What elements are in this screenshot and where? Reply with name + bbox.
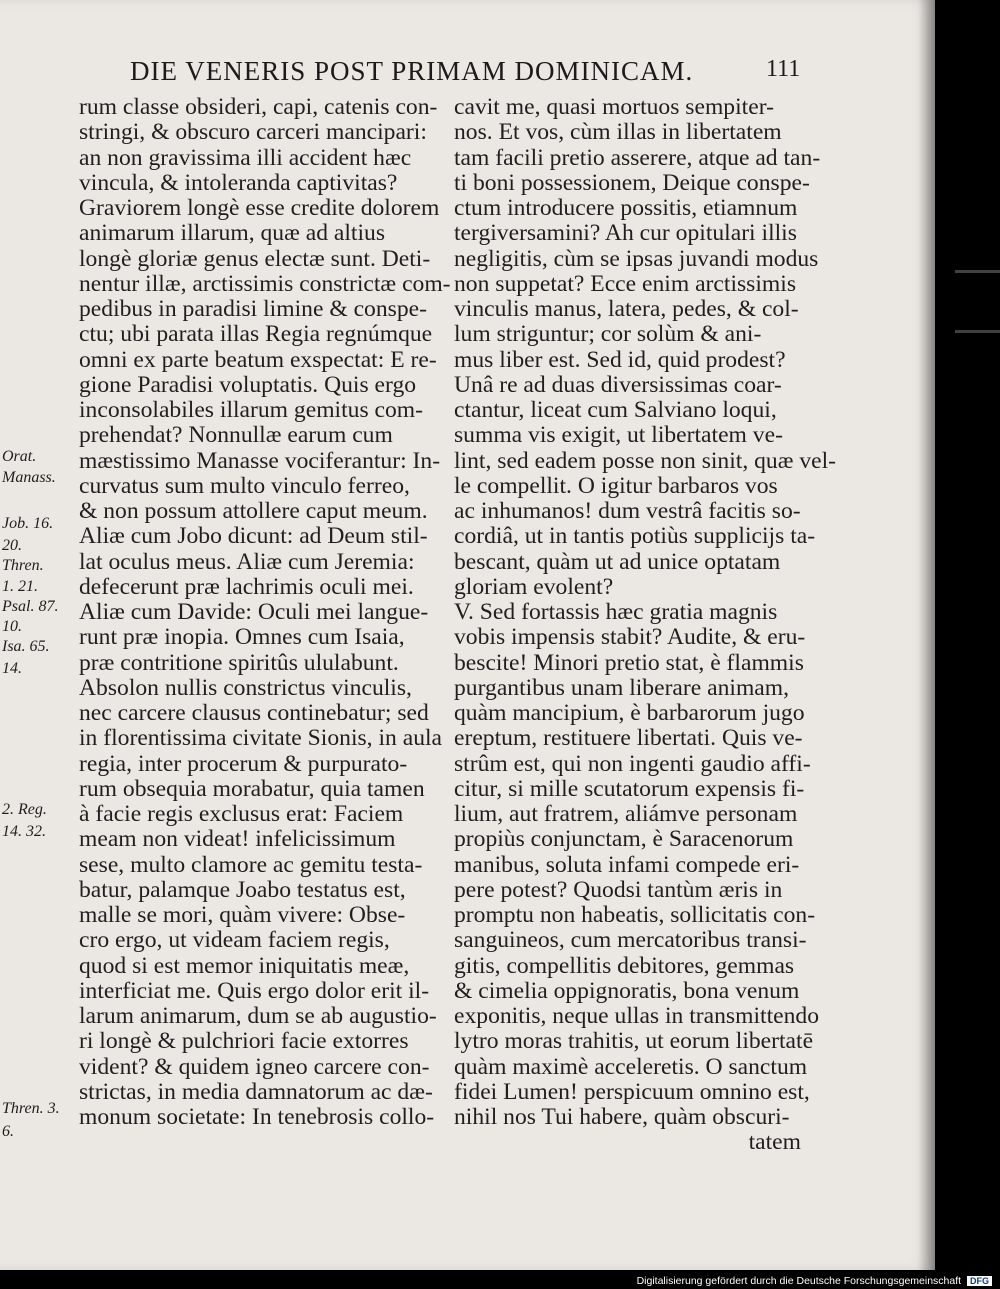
left-text-column <box>79 95 454 1130</box>
text-line: strictas, in media damnatorum ac dæ- <box>79 1078 433 1105</box>
text-line: nos. Et vos, cùm illas in libertatem <box>454 119 782 146</box>
text-line: vobis impensis stabit? Audite, & eru- <box>454 624 806 651</box>
text-line: citur, si mille scutatorum expensis fi- <box>454 775 805 802</box>
text-line: larum animarum, dum se ab augustio- <box>79 1003 437 1029</box>
text-line: nihil nos Tui habere, quàm obscuri- <box>454 1104 790 1130</box>
text-line: tatem <box>748 1129 801 1156</box>
margin-note: 14. <box>2 660 22 677</box>
text-line: vident? & quidem igneo carcere con- <box>79 1053 430 1080</box>
margin-note: Job. 16. <box>2 515 54 532</box>
text-line: quàm maximè acceleretis. O sanctum <box>454 1053 808 1080</box>
text-line: lum striguntur; cor solùm & ani- <box>454 321 762 348</box>
text-line: le compellit. O igitur barbaros vos <box>454 472 778 499</box>
margin-notes <box>0 0 78 1270</box>
text-line: sanguineos, cum mercatoribus transi- <box>454 927 807 954</box>
text-line: non suppetat? Ecce enim arctissimis <box>454 270 797 297</box>
text-line: stringi, & obscuro carceri mancipari: <box>79 119 427 146</box>
margin-note: Isa. 65. <box>2 638 50 655</box>
text-line: curvatus sum multo vinculo ferreo, <box>79 472 410 499</box>
text-line: summa vis exigit, ut libertatem ve- <box>454 422 783 449</box>
text-line: omni ex parte beatum exspectat: E re- <box>79 346 437 373</box>
text-line: regia, inter procerum & purpurato- <box>79 750 408 777</box>
text-line: à facie regis exclusus erat: Faciem <box>79 801 404 827</box>
text-line: tergiversamini? Ah cur opitulari illis <box>454 220 797 247</box>
text-line: cavit me, quasi mortuos sempiter- <box>454 94 774 120</box>
text-line: gione Paradisi voluptatis. Quis ergo <box>79 371 417 398</box>
margin-note: Manass. <box>2 469 56 486</box>
text-line: malle se mori, quàm vivere: Obse- <box>79 902 406 928</box>
margin-note: Thren. <box>2 557 44 574</box>
text-line: ctu; ubi parata illas Regia regnúmque <box>79 321 433 348</box>
text-line: animarum illarum, quæ ad altius <box>79 220 386 247</box>
text-line: meam non videat! infelicissimum <box>79 826 396 853</box>
text-line: præ contritione spiritûs ululabunt. <box>79 649 399 676</box>
credit-text: Digitalisierung gefördert durch die Deutsche Forschungsgemeinschaft <box>636 1275 962 1287</box>
text-line: prehendat? Nonnullæ earum cum <box>79 422 393 449</box>
text-line: an non gravissima illi accident hæc <box>79 144 412 171</box>
text-line: nec carcere clausus continebatur; sed <box>79 700 429 726</box>
right-text-column <box>454 94 837 1156</box>
text-line: tam facili pretio asserere, atque ad tan- <box>454 144 821 171</box>
text-line: sese, multo clamore ac gemitu testa- <box>79 851 423 878</box>
text-line: interficiat me. Quis ergo dolor erit il- <box>79 977 430 1004</box>
text-line: ti boni possessionem, Deique conspe- <box>454 169 810 196</box>
text-line: rum obsequia morabatur, quia tamen <box>79 775 425 802</box>
text-line: batur, palamque Joabo testatus est, <box>79 876 406 903</box>
text-line: lium, aut fratrem, aliámve personam <box>454 801 798 827</box>
text-line: promptu non habeatis, sollicitatis con- <box>454 902 816 928</box>
text-line: pedibus in paradisi limine & conspe- <box>79 296 427 322</box>
scan-edge-marks <box>935 270 1000 350</box>
text-line: Unâ re ad duas diversissimas coar- <box>454 371 782 398</box>
margin-note: 1. 21. <box>2 578 38 595</box>
text-line: lint, sed eadem posse non sinit, quæ vel- <box>454 447 837 474</box>
margin-note: 14. 32. <box>2 823 46 840</box>
text-line: Aliæ cum Jobo dicunt: ad Deum stil- <box>79 523 428 550</box>
margin-note: 2. Reg. <box>2 801 47 818</box>
text-line: propiùs conjunctam, è Saracenorum <box>454 826 794 853</box>
text-line: Absolon nullis constrictus vinculis, <box>79 674 412 701</box>
page-number: 111 <box>766 56 801 82</box>
text-line: ctantur, liceat cum Salviano loqui, <box>454 397 777 423</box>
text-line: ctum introducere possitis, etiamnum <box>454 195 798 221</box>
text-line: ri longè & pulchriori facie extorres <box>79 1028 409 1055</box>
text-line: V. Sed fortassis hæc gratia magnis <box>454 599 778 625</box>
dfg-logo: DFG <box>967 1276 992 1286</box>
digitization-credit <box>637 1275 992 1287</box>
text-line: vinculis manus, latera, pedes, & col- <box>454 296 799 322</box>
text-line: gloriam evolent? <box>454 573 614 600</box>
margin-note: Orat. <box>2 448 37 465</box>
text-line: nentur illæ, arctissimis constrictæ com- <box>79 270 451 297</box>
text-line: Graviorem longè esse credite dolorem <box>79 195 440 221</box>
margin-note: Thren. 3. <box>2 1100 60 1117</box>
text-line: bescite! Minori pretio stat, è flammis <box>454 649 804 676</box>
text-line: pere potest? Quodsi tantùm æris in <box>454 876 783 903</box>
text-line: mæstissimo Manasse vociferantur: In- <box>79 447 441 474</box>
text-line: longè gloriæ genus electæ sunt. Deti- <box>79 245 431 272</box>
text-line: monum societate: In tenebrosis collo- <box>79 1104 435 1130</box>
margin-note: 6. <box>2 1123 14 1140</box>
text-line: lat oculus meus. Aliæ cum Jeremia: <box>79 548 415 575</box>
text-line: manibus, soluta infami compede eri- <box>454 851 800 878</box>
text-line: runt præ inopia. Omnes cum Isaia, <box>79 624 405 651</box>
text-line: purgantibus unam liberare animam, <box>454 674 790 701</box>
text-line: defecerunt præ lachrimis oculi mei. <box>79 573 414 600</box>
margin-note: 20. <box>2 537 22 554</box>
text-line: ac inhumanos! dum vestrâ facitis so- <box>454 498 801 524</box>
text-line: & cimelia oppignoratis, bona venum <box>454 977 800 1004</box>
text-line: inconsolabiles illarum gemitus com- <box>79 397 424 423</box>
text-line: vincula, & intoleranda captivitas? <box>79 169 398 196</box>
text-line: lytro moras trahitis, ut eorum libertatē <box>454 1028 814 1055</box>
text-line: mus liber est. Sed id, quid prodest? <box>454 346 786 373</box>
text-line: strûm est, qui non ingenti gaudio affi- <box>454 750 811 777</box>
text-line: quàm mancipium, è barbarorum jugo <box>454 700 805 726</box>
text-line: in florentissima civitate Sionis, in aula <box>79 725 443 752</box>
text-line: gitis, compellitis debitores, gemmas <box>454 952 795 979</box>
text-line: exponitis, neque ullas in transmittendo <box>454 1003 819 1029</box>
page-edge-shadow <box>918 0 935 1270</box>
text-line: & non possum attollere caput meum. <box>79 498 428 524</box>
text-line: cordiâ, ut in tantis potiùs supplicijs ta- <box>454 523 816 550</box>
text-line: Aliæ cum Davide: Oculi mei langue- <box>79 599 429 625</box>
margin-note: Psal. 87. <box>2 598 59 615</box>
running-title: DIE VENERIS POST PRIMAM DOMINICAM. <box>130 56 694 86</box>
text-line: bescant, quàm ut ad unice optatam <box>454 548 781 575</box>
margin-note: 10. <box>2 618 22 635</box>
text-line: negligitis, cùm se ipsas juvandi modus <box>454 245 819 272</box>
text-line: rum classe obsideri, capi, catenis con- <box>79 94 438 120</box>
text-line: cro ergo, ut videam faciem regis, <box>79 927 390 954</box>
text-line: fidei Lumen! perspicuum omnino est, <box>454 1078 810 1105</box>
text-line: quod si est memor iniquitatis meæ, <box>79 952 410 979</box>
text-line: ereptum, restituere libertati. Quis ve- <box>454 725 803 752</box>
